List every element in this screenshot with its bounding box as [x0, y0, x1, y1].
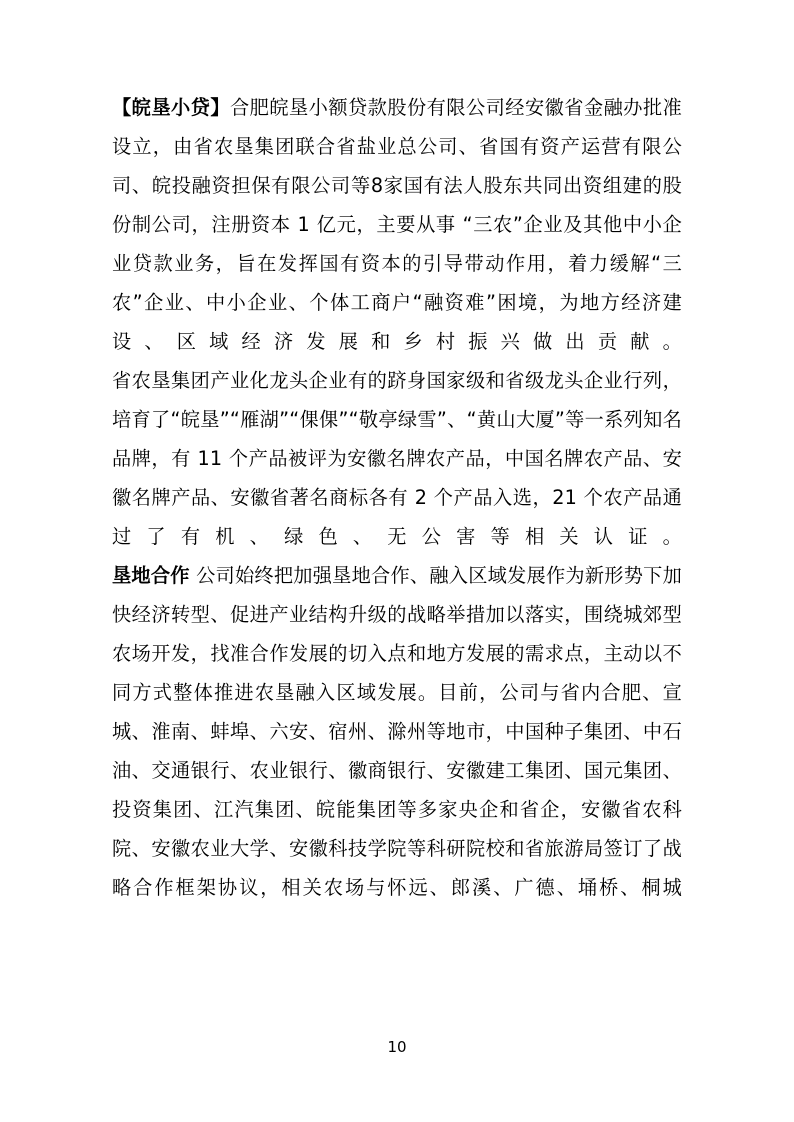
paragraph-kendihezuo — [112, 556, 682, 907]
paragraph-text: 公司始终把加强垦地合作、融入区域发展作为新形势下加快经济转型、促进产业结构升级的战略举措加以落实，围绕城郊型农场开发，找准合作发展的切入点和地方发展的需求点，主动以不同方式整体推进农垦融入区域发展。目前，公司与省内合肥、宣城、淮南、蚌埠、六安、宿州、滁州等地市，中国种子集团、中石油、交通银行、农业银行、徽商银行、安徽建工集团、国元集团、投资集团、江汽集团、皖能集团等多家央企和省企，安徽省农科院、安徽农业大学、安徽科技学院等科研院校和省旅游局签订了战略合作框架协议，相关农场与怀远、郎溪、广德、埇桥、桐城 — [112, 564, 682, 899]
page-body — [112, 88, 682, 907]
paragraph-longtou — [112, 361, 682, 556]
paragraph-lead-label: 垦地合作 — [112, 564, 190, 587]
paragraph-text: 合肥皖垦小额贷款股份有限公司经安徽省金融办批准设立，由省农垦集团联合省盐业总公司、省国有资产运营有限公司、皖投融资担保有限公司等8家国有法人股东共同出资组建的股份制公司，注册资本 1 亿元，主要从事 “三农”企业及其他中小企业贷款业务，旨在发挥国有资本的引导带动作用，着力缓解“三农”企业、中小企业、个体工商户“融资难”困境，为地方经济建设、区域经济发展和乡村振兴做出贡献。 — [112, 96, 683, 353]
page-number: 10 — [387, 1038, 407, 1056]
paragraph-text: 省农垦集团产业化龙头企业有的跻身国家级和省级龙头企业行列，培育了“皖垦”“雁湖”“倮倮”“敬亭绿雪”、“黄山大厦”等一系列知名品牌，有 11 个产品被评为安徽名牌农产品，中国名牌农产品、安徽名牌产品、安徽省著名商标各有 2 个产品入选，21 个农产品通过了有机、绿色、无公害等相关认证。 — [112, 369, 682, 548]
paragraph-wankenxiaodai — [112, 88, 682, 361]
paragraph-lead-label: 【皖垦小贷】 — [112, 96, 230, 119]
